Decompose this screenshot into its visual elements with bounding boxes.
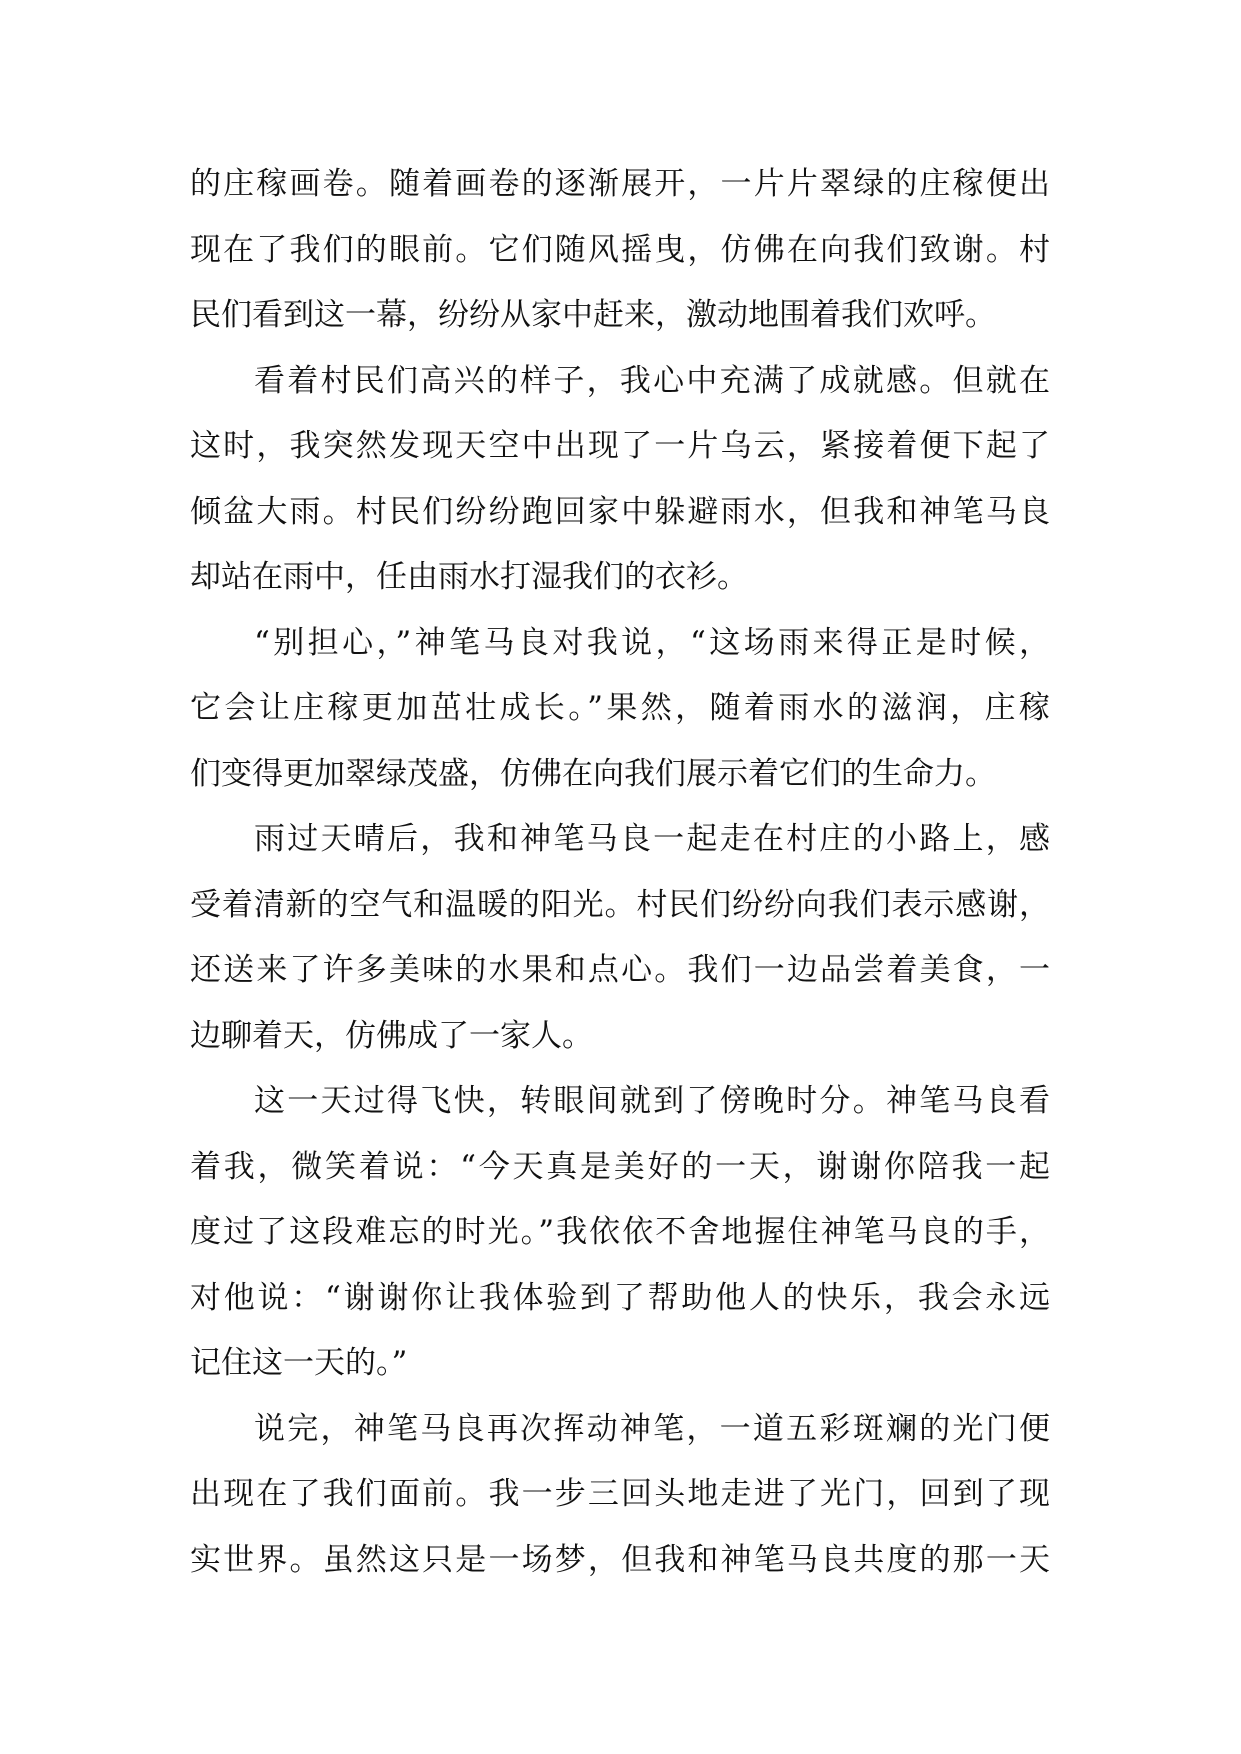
- text-line: 度过了这段难忘的时光。”我依依不舍地握住神笔马良的手，: [190, 1214, 1050, 1250]
- text-line: “别担心，”神笔马良对我说，“这场雨来得正是时候，: [254, 624, 1050, 661]
- text-line: 的庄稼画卷。随着画卷的逐渐展开，一片片翠绿的庄稼便出: [190, 166, 1050, 202]
- text-line: 着我，微笑着说：“今天真是美好的一天，谢谢你陪我一起: [190, 1148, 1050, 1185]
- text-line: 出现在了我们面前。我一步三回头地走进了光门，回到了现: [190, 1476, 1050, 1512]
- paragraph: [190, 152, 1050, 349]
- text-line: 还送来了许多美味的水果和点心。我们一边品尝着美食，一: [190, 952, 1050, 988]
- text-line: 民们看到这一幕，纷纷从家中赶来，激动地围着我们欢呼。: [190, 297, 996, 333]
- paragraph: [190, 807, 1050, 1069]
- text-line: 受着清新的空气和温暖的阳光。村民们纷纷向我们表示感谢，: [190, 886, 1050, 923]
- paragraph: [190, 1397, 1050, 1594]
- text-line: 边聊着天，仿佛成了一家人。: [190, 1017, 593, 1054]
- text-line: 它会让庄稼更加茁壮成长。”果然，随着雨水的滋润，庄稼: [190, 690, 1050, 726]
- text-line: 现在了我们的眼前。它们随风摇曳，仿佛在向我们致谢。村: [190, 231, 1050, 268]
- text-line: 记住这一天的。”: [190, 1345, 408, 1381]
- text-line: 倾盆大雨。村民们纷纷跑回家中躲避雨水，但我和神笔马良: [190, 493, 1050, 530]
- body-text: [190, 152, 1050, 1593]
- text-line: 看着村民们高兴的样子，我心中充满了成就感。但就在: [254, 362, 1050, 399]
- text-line: 们变得更加翠绿茂盛，仿佛在向我们展示着它们的生命力。: [190, 755, 996, 792]
- paragraph: [190, 611, 1050, 808]
- text-line: 这时，我突然发现天空中出现了一片乌云，紧接着便下起了: [190, 428, 1050, 464]
- text-line: 实世界。虽然这只是一场梦，但我和神笔马良共度的那一天: [190, 1541, 1050, 1578]
- text-line: 这一天过得飞快，转眼间就到了傍晚时分。神笔马良看: [254, 1083, 1050, 1119]
- text-line: 却站在雨中，任由雨水打湿我们的衣衫。: [190, 559, 748, 595]
- paragraph: [190, 1069, 1050, 1397]
- text-line: 说完，神笔马良再次挥动神笔，一道五彩斑斓的光门便: [254, 1410, 1050, 1447]
- paragraph: [190, 349, 1050, 611]
- text-line: 对他说：“谢谢你让我体验到了帮助他人的快乐，我会永远: [190, 1279, 1050, 1316]
- text-line: 雨过天晴后，我和神笔马良一起走在村庄的小路上，感: [254, 821, 1050, 857]
